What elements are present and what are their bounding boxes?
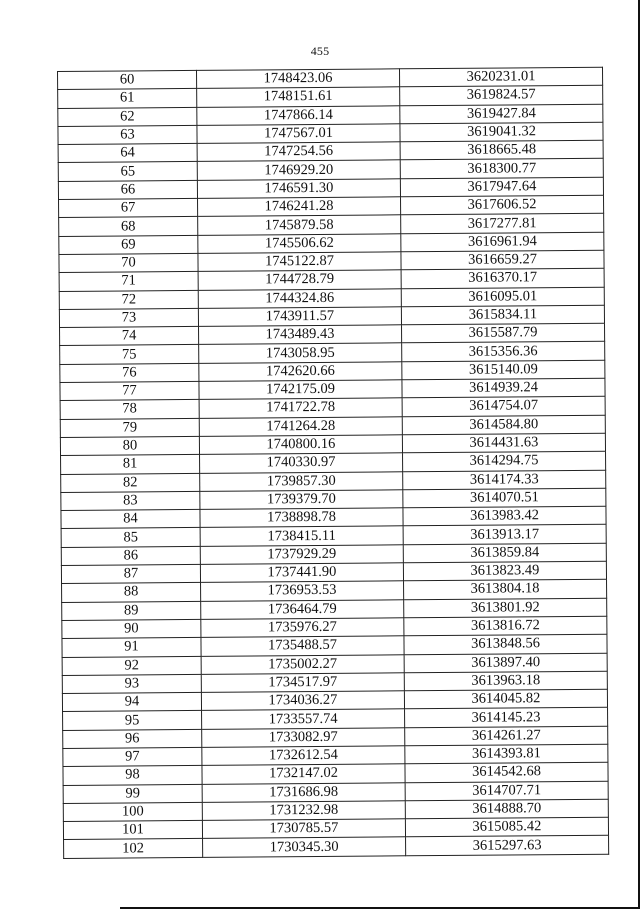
y-coordinate-cell: 3613913.17 — [403, 525, 606, 545]
x-coordinate-cell: 1731686.98 — [202, 782, 405, 802]
x-coordinate-cell: 1733082.97 — [202, 727, 405, 747]
y-coordinate-cell: 3614431.63 — [402, 433, 605, 453]
x-coordinate-cell: 1732147.02 — [202, 764, 405, 784]
x-coordinate-cell: 1737441.90 — [200, 563, 403, 583]
x-coordinate-cell: 1735976.27 — [201, 618, 404, 638]
y-coordinate-cell: 3614393.81 — [405, 744, 608, 764]
x-coordinate-cell: 1741722.78 — [199, 398, 402, 418]
y-coordinate-cell: 3614261.27 — [405, 726, 608, 746]
y-coordinate-cell: 3613983.42 — [403, 506, 606, 526]
x-coordinate-cell: 1747866.14 — [197, 105, 400, 125]
x-coordinate-cell: 1740330.97 — [200, 453, 403, 473]
point-number-cell: 78 — [60, 400, 199, 419]
point-number-cell: 79 — [60, 418, 199, 437]
x-coordinate-cell: 1743058.95 — [199, 343, 402, 363]
x-coordinate-cell: 1736953.53 — [201, 581, 404, 601]
point-number-cell: 101 — [63, 821, 202, 840]
x-coordinate-cell: 1734036.27 — [201, 691, 404, 711]
x-coordinate-cell: 1739379.70 — [200, 490, 403, 510]
x-coordinate-cell: 1745506.62 — [198, 233, 401, 253]
y-coordinate-cell: 3615140.09 — [402, 360, 605, 380]
y-coordinate-cell: 3616095.01 — [401, 287, 604, 307]
y-coordinate-cell: 3617947.64 — [400, 177, 603, 197]
point-number-cell: 66 — [58, 180, 197, 199]
point-number-cell: 84 — [61, 510, 200, 529]
y-coordinate-cell: 3618665.48 — [400, 140, 603, 160]
y-coordinate-cell: 3615297.63 — [406, 836, 609, 856]
y-coordinate-cell: 3614888.70 — [405, 799, 608, 819]
point-number-cell: 90 — [62, 619, 201, 638]
x-coordinate-cell: 1730345.30 — [203, 837, 406, 857]
point-number-cell: 98 — [63, 766, 202, 785]
point-number-cell: 70 — [59, 253, 198, 272]
page-number: 455 — [310, 44, 330, 58]
point-number-cell: 96 — [63, 729, 202, 748]
x-coordinate-cell: 1738898.78 — [200, 508, 403, 528]
y-coordinate-cell: 3619041.32 — [400, 122, 603, 142]
x-coordinate-cell: 1747567.01 — [197, 124, 400, 144]
point-number-cell: 72 — [59, 290, 198, 309]
y-coordinate-cell: 3620231.01 — [399, 67, 602, 87]
x-coordinate-cell: 1745879.58 — [198, 215, 401, 235]
y-coordinate-cell: 3616659.27 — [401, 250, 604, 270]
y-coordinate-cell: 3615085.42 — [405, 817, 608, 837]
table-row — [64, 836, 609, 859]
point-number-cell: 102 — [64, 839, 203, 858]
y-coordinate-cell: 3613848.56 — [404, 634, 607, 654]
y-coordinate-cell: 3617606.52 — [400, 195, 603, 215]
y-coordinate-cell: 3619824.57 — [400, 86, 603, 106]
point-number-cell: 65 — [58, 162, 197, 181]
x-coordinate-cell: 1735002.27 — [201, 654, 404, 674]
point-number-cell: 63 — [58, 125, 197, 144]
y-coordinate-cell: 3619427.84 — [400, 104, 603, 124]
point-number-cell: 80 — [60, 436, 199, 455]
x-coordinate-cell: 1744728.79 — [198, 270, 401, 290]
point-number-cell: 100 — [63, 802, 202, 821]
y-coordinate-cell: 3614070.51 — [403, 488, 606, 508]
y-coordinate-cell: 3615834.11 — [401, 305, 604, 325]
x-coordinate-cell: 1743489.43 — [199, 325, 402, 345]
point-number-cell: 97 — [63, 747, 202, 766]
x-coordinate-cell: 1745122.87 — [198, 252, 401, 272]
point-number-cell: 94 — [62, 692, 201, 711]
y-coordinate-cell: 3613823.49 — [403, 561, 606, 581]
x-coordinate-cell: 1736464.79 — [201, 599, 404, 619]
point-number-cell: 64 — [58, 144, 197, 163]
point-number-cell: 93 — [62, 674, 201, 693]
point-number-cell: 87 — [61, 564, 200, 583]
y-coordinate-cell: 3614145.23 — [405, 708, 608, 728]
y-coordinate-cell: 3616961.94 — [401, 232, 604, 252]
point-number-cell: 85 — [61, 528, 200, 547]
point-number-cell: 68 — [59, 217, 198, 236]
x-coordinate-cell: 1746591.30 — [197, 179, 400, 199]
y-coordinate-cell: 3613963.18 — [404, 671, 607, 691]
y-coordinate-cell: 3613801.92 — [404, 598, 607, 618]
y-coordinate-cell: 3614542.68 — [405, 762, 608, 782]
point-number-cell: 62 — [58, 107, 197, 126]
point-number-cell: 86 — [61, 546, 200, 565]
x-coordinate-cell: 1746241.28 — [198, 197, 401, 217]
y-coordinate-cell: 3614707.71 — [405, 781, 608, 801]
y-coordinate-cell: 3614174.33 — [403, 470, 606, 490]
y-coordinate-cell: 3614754.07 — [402, 397, 605, 417]
x-coordinate-cell: 1732612.54 — [202, 746, 405, 766]
y-coordinate-cell: 3614045.82 — [404, 689, 607, 709]
x-coordinate-cell: 1738415.11 — [200, 526, 403, 546]
point-number-cell: 67 — [59, 198, 198, 217]
point-number-cell: 60 — [58, 70, 197, 89]
point-number-cell: 83 — [61, 491, 200, 510]
x-coordinate-cell: 1743911.57 — [198, 307, 401, 327]
x-coordinate-cell: 1742620.66 — [199, 362, 402, 382]
x-coordinate-cell: 1740800.16 — [199, 435, 402, 455]
y-coordinate-cell: 3613804.18 — [404, 580, 607, 600]
point-number-cell: 61 — [58, 89, 197, 108]
point-number-cell: 89 — [62, 601, 201, 620]
y-coordinate-cell: 3618300.77 — [400, 159, 603, 179]
point-number-cell: 69 — [59, 235, 198, 254]
x-coordinate-cell: 1747254.56 — [197, 142, 400, 162]
x-coordinate-cell: 1741264.28 — [199, 416, 402, 436]
y-coordinate-cell: 3615356.36 — [402, 342, 605, 362]
point-number-cell: 88 — [62, 583, 201, 602]
x-coordinate-cell: 1733557.74 — [202, 709, 405, 729]
y-coordinate-cell: 3613816.72 — [404, 616, 607, 636]
x-coordinate-cell: 1748423.06 — [196, 69, 399, 89]
point-number-cell: 91 — [62, 638, 201, 657]
x-coordinate-cell: 1735488.57 — [201, 636, 404, 656]
x-coordinate-cell: 1731232.98 — [202, 801, 405, 821]
x-coordinate-cell: 1744324.86 — [198, 288, 401, 308]
x-coordinate-cell: 1737929.29 — [200, 545, 403, 565]
point-number-cell: 76 — [60, 363, 199, 382]
y-coordinate-cell: 3613859.84 — [403, 543, 606, 563]
point-number-cell: 82 — [61, 473, 200, 492]
x-coordinate-cell: 1739857.30 — [200, 471, 403, 491]
x-coordinate-cell: 1748151.61 — [197, 87, 400, 107]
point-number-cell: 77 — [60, 381, 199, 400]
coordinate-table-body — [58, 67, 609, 858]
y-coordinate-cell: 3614294.75 — [403, 451, 606, 471]
y-coordinate-cell: 3616370.17 — [401, 268, 604, 288]
point-number-cell: 81 — [61, 455, 200, 474]
point-number-cell: 99 — [63, 784, 202, 803]
y-coordinate-cell: 3613897.40 — [404, 653, 607, 673]
coordinate-table-container — [57, 67, 608, 859]
point-number-cell: 92 — [62, 656, 201, 675]
point-number-cell: 75 — [60, 345, 199, 364]
point-number-cell: 73 — [59, 308, 198, 327]
x-coordinate-cell: 1746929.20 — [197, 160, 400, 180]
point-number-cell: 95 — [63, 711, 202, 730]
point-number-cell: 74 — [60, 327, 199, 346]
y-coordinate-cell: 3615587.79 — [402, 323, 605, 343]
x-coordinate-cell: 1734517.97 — [201, 673, 404, 693]
y-coordinate-cell: 3614584.80 — [402, 415, 605, 435]
y-coordinate-cell: 3617277.81 — [401, 214, 604, 234]
y-coordinate-cell: 3614939.24 — [402, 378, 605, 398]
x-coordinate-cell: 1730785.57 — [202, 819, 405, 839]
x-coordinate-cell: 1742175.09 — [199, 380, 402, 400]
coordinate-table — [57, 67, 609, 859]
point-number-cell: 71 — [59, 272, 198, 291]
